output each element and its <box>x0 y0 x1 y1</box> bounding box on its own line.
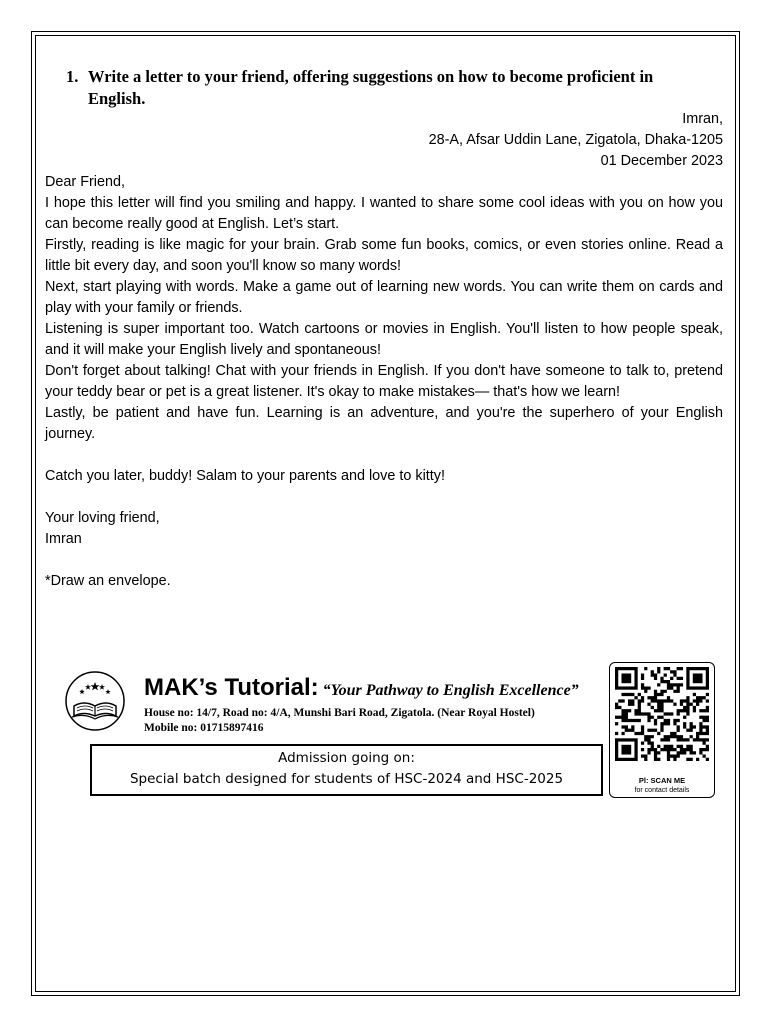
admission-title: Admission going on: <box>278 750 415 766</box>
qr-label: Pl: SCAN ME <box>638 776 686 785</box>
closing-line: Catch you later, buddy! Salam to your parents and love to kitty! <box>45 468 445 484</box>
question-number: 1. <box>66 67 79 86</box>
admission-text: Special batch designed for students of HSC-2024 and HSC-2025 <box>129 771 564 787</box>
paragraph: Lastly, be patient and have fun. Learning is an adventure, and you're the superhero of your English journey. <box>45 405 723 442</box>
valediction: Your loving friend, <box>45 510 160 526</box>
paragraph: Don't forget about talking! Chat with your friends in English. If you don't have someone to talk to, pretend your teddy bear or pet is a great listener. It's okay to make mistakes— that's how we learn! <box>45 363 723 400</box>
brand-tagline: “Your Pathway to English Excellence” <box>322 682 579 699</box>
qr-card <box>609 662 715 798</box>
instruction-note: *Draw an envelope. <box>45 573 171 589</box>
brand-mobile: Mobile no: 01715897416 <box>144 722 264 734</box>
question <box>45 66 723 110</box>
open-book-with-stars-icon <box>64 670 126 732</box>
sender-name: Imran, <box>682 111 723 127</box>
letter-body <box>45 172 723 592</box>
qr-code-icon[interactable] <box>615 667 709 771</box>
brand-name: MAK’s Tutorial: <box>144 674 319 701</box>
admission-box <box>90 744 603 796</box>
brand-address: House no: 14/7, Road no: 4/A, Munshi Bari Road, Zigatola. (Near Royal Hostel) <box>144 707 535 719</box>
signature: Imran <box>45 531 82 547</box>
paragraph: Listening is super important too. Watch cartoons or movies in English. You'll listen to how people speak, and it will make your English lively and spontaneous! <box>45 321 723 358</box>
tutorial-banner <box>62 662 718 802</box>
brand-heading <box>144 674 579 702</box>
salutation: Dear Friend, <box>45 174 125 190</box>
paragraph: Next, start playing with words. Make a game out of learning new words. You can write them on cards and play with your family or friends. <box>45 279 723 316</box>
letter-content <box>45 66 723 592</box>
paragraph: Firstly, reading is like magic for your brain. Grab some fun books, comics, or even stories online. Read a little bit every day, and soon you'll know so many words! <box>45 237 723 274</box>
paragraph: I hope this letter will find you smiling and happy. I wanted to share some cool ideas with you on how you can become really good at English. Let’s start. <box>45 195 723 232</box>
letter-date: 01 December 2023 <box>600 153 723 169</box>
sender-address: 28-A, Afsar Uddin Lane, Zigatola, Dhaka-1205 <box>428 132 723 148</box>
question-text: Write a letter to your friend, offering suggestions on how to become proficient in English. <box>88 67 654 108</box>
qr-sublabel: for contact details <box>634 787 690 794</box>
sender-block <box>45 109 723 172</box>
